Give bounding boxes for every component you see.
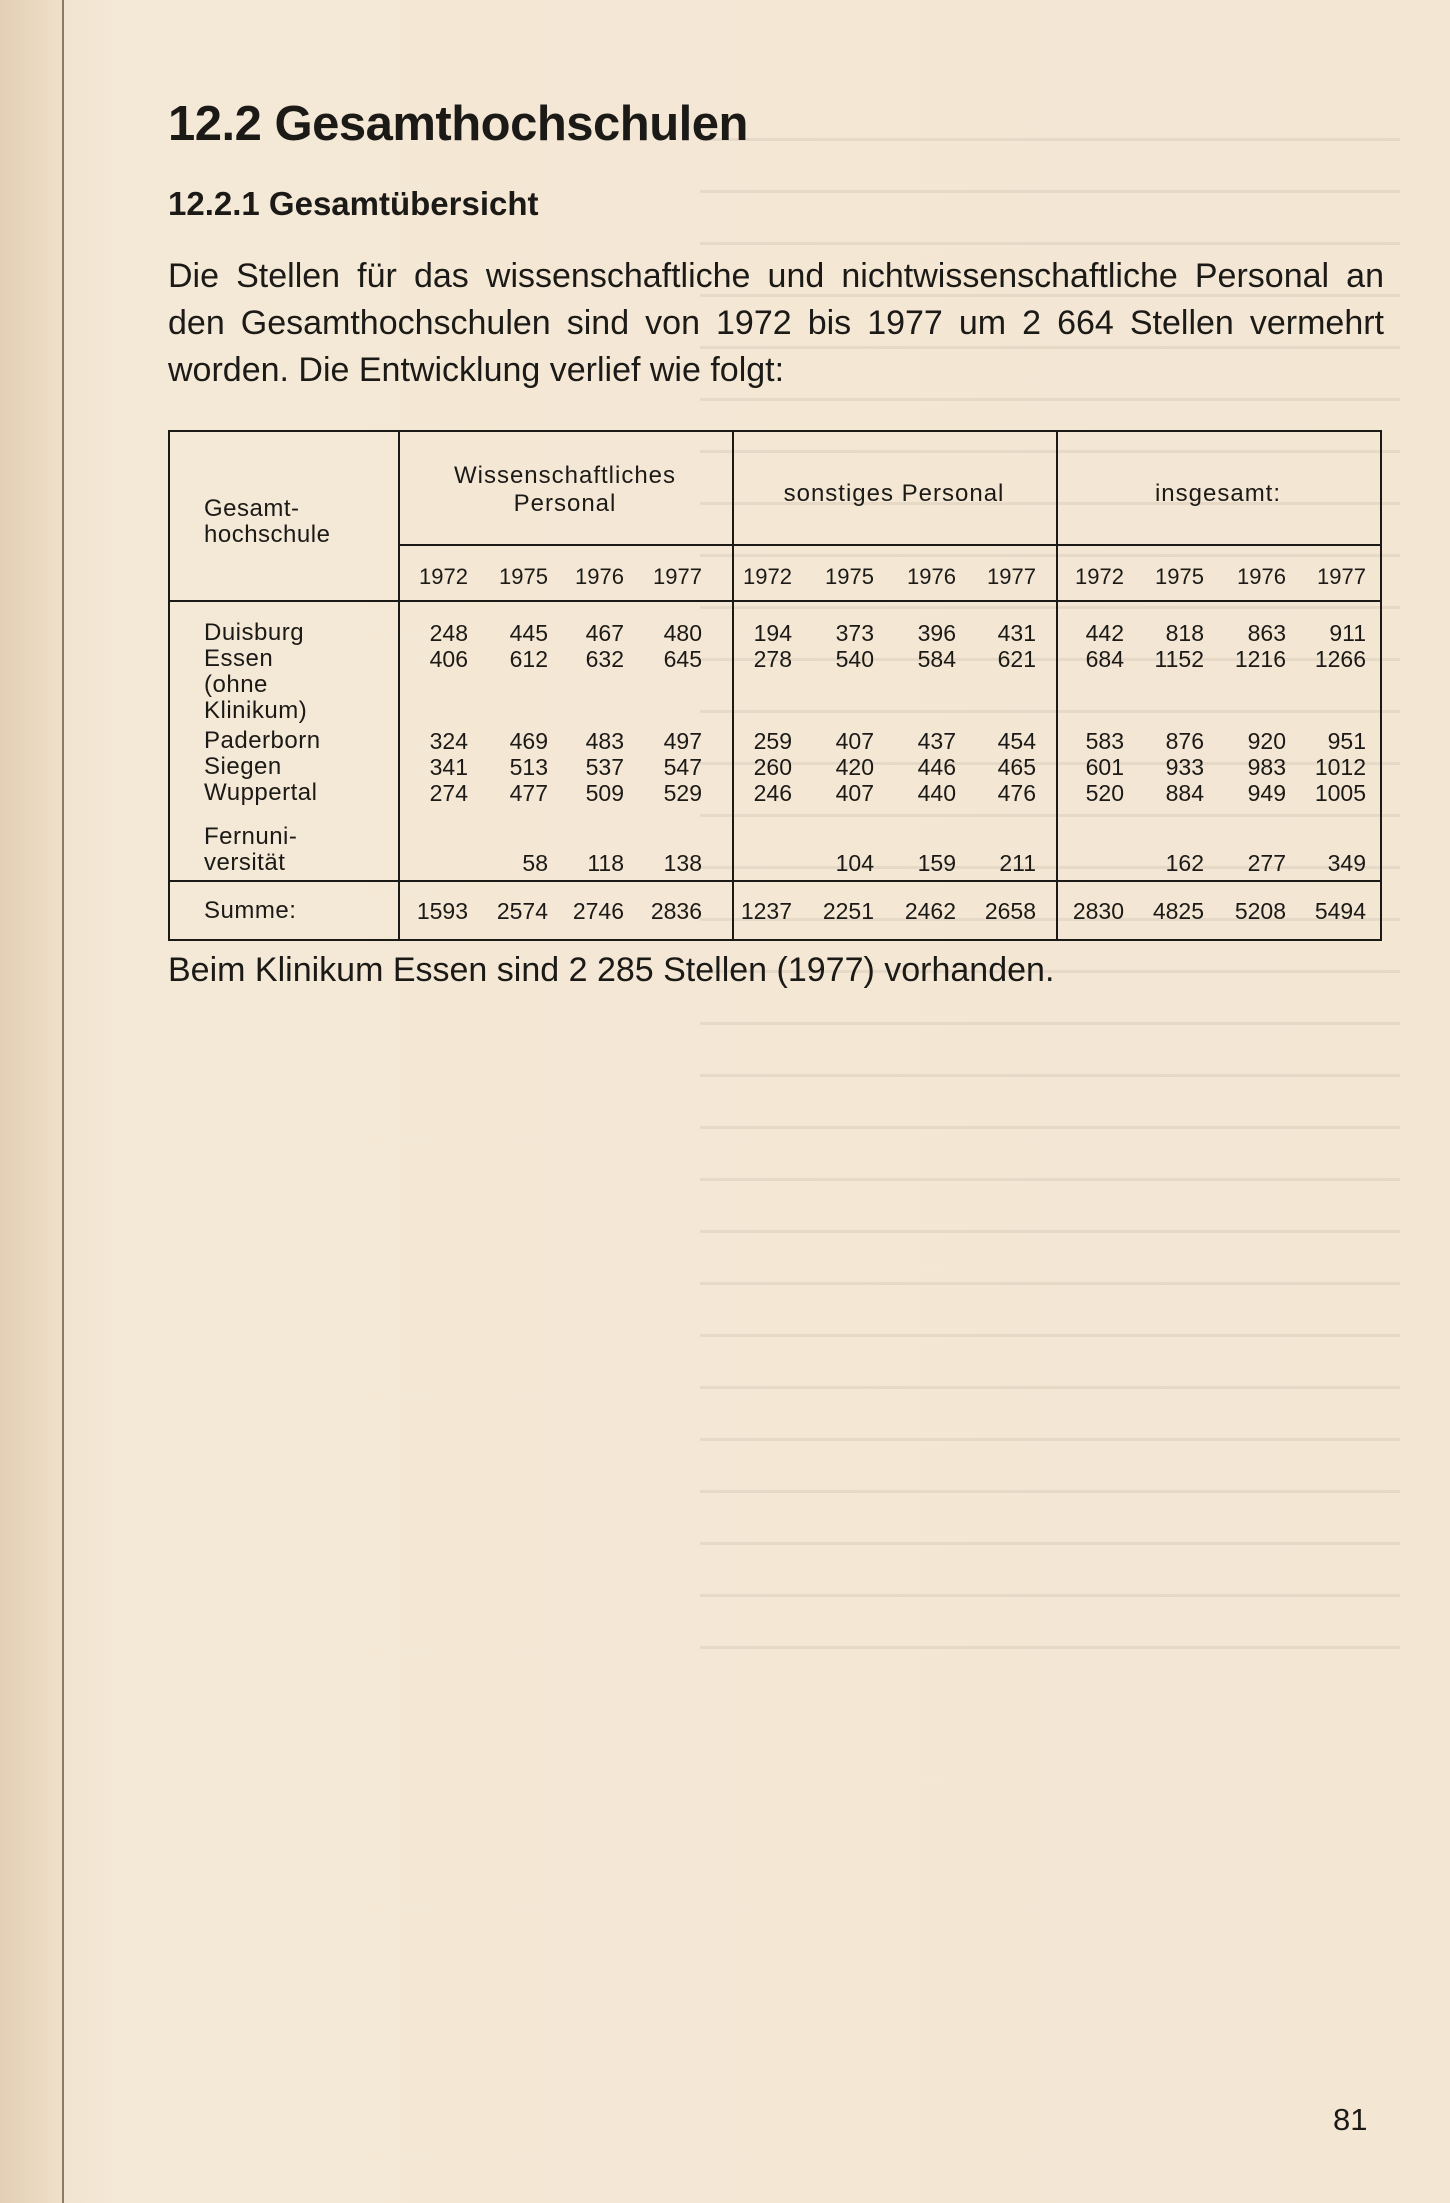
table-cell: 437 [917, 728, 956, 754]
table-cell: 324 [429, 728, 468, 754]
row-label: Paderborn [204, 727, 321, 754]
table-cell: 349 [1327, 850, 1366, 876]
table-cell: 274 [429, 780, 468, 806]
table-cell: 1266 [1314, 646, 1366, 672]
table-cell: 278 [753, 646, 792, 672]
table-cell: 1152 [1154, 646, 1204, 672]
table-cell: 497 [663, 728, 702, 754]
table-cell: 259 [753, 728, 792, 754]
year-header: 1975 [825, 564, 874, 589]
table-cell: 949 [1247, 780, 1286, 806]
table-cell: 621 [997, 646, 1036, 672]
sum-cell: 2836 [650, 898, 702, 924]
statistics-table [168, 430, 1382, 941]
table-cell: 601 [1085, 754, 1124, 780]
sum-cell: 5208 [1234, 898, 1286, 924]
table-cell: 483 [585, 728, 624, 754]
table-cell: 260 [753, 754, 792, 780]
year-header: 1976 [1237, 564, 1286, 589]
sum-cell: 2658 [984, 898, 1036, 924]
row-label: Fernuni- versität [204, 823, 298, 876]
table-cell: 469 [509, 728, 548, 754]
table-cell: 407 [835, 780, 874, 806]
row-label: Siegen [204, 753, 282, 780]
year-header: 1972 [419, 564, 468, 589]
row-label: Wuppertal [204, 779, 318, 806]
table-cell: 454 [997, 728, 1036, 754]
year-header: 1977 [1317, 564, 1366, 589]
table-cell: 445 [509, 620, 548, 646]
table-cell: 584 [917, 646, 956, 672]
table-cell: 248 [429, 620, 468, 646]
row-label: Essen (ohne Klinikum) [204, 645, 308, 724]
table-cell: 520 [1085, 780, 1124, 806]
page-binding [0, 0, 64, 2203]
table-cell: 194 [753, 620, 792, 646]
table-cell: 406 [429, 646, 468, 672]
footnote-text: Beim Klinikum Essen sind 2 285 Stellen (1977) vorhanden. [168, 951, 1055, 989]
table-cell: 420 [835, 754, 874, 780]
table-divider [170, 880, 1380, 882]
sum-cell: 2462 [904, 898, 956, 924]
table-cell: 446 [917, 754, 956, 780]
table-cell: 211 [999, 850, 1036, 876]
year-header: 1977 [653, 564, 702, 589]
table-cell: 442 [1085, 620, 1124, 646]
table-cell: 612 [509, 646, 548, 672]
sum-cell: 2830 [1072, 898, 1124, 924]
table-cell: 684 [1085, 646, 1124, 672]
year-header: 1976 [575, 564, 624, 589]
table-cell: 407 [835, 728, 874, 754]
table-cell: 876 [1165, 728, 1204, 754]
table-cell: 645 [663, 646, 702, 672]
table-cell: 373 [835, 620, 874, 646]
sum-cell: 1593 [416, 898, 468, 924]
year-header: 1977 [987, 564, 1036, 589]
sum-cell: 2746 [572, 898, 624, 924]
sum-cell: 1237 [740, 898, 792, 924]
sum-cell: 2251 [822, 898, 874, 924]
table-cell: 583 [1085, 728, 1124, 754]
row-label: Duisburg [204, 619, 305, 646]
table-cell: 465 [997, 754, 1036, 780]
table-cell: 509 [585, 780, 624, 806]
header-institution: Gesamt- hochschule [204, 495, 331, 548]
table-cell: 396 [917, 620, 956, 646]
table-cell: 529 [663, 780, 702, 806]
table-cell: 159 [917, 850, 956, 876]
table-cell: 863 [1247, 620, 1286, 646]
header-group-total: insgesamt: [1154, 480, 1282, 507]
sum-cell: 2574 [496, 898, 548, 924]
table-cell: 983 [1247, 754, 1286, 780]
header-group-scientific: Wissenschaftliches Personal [453, 462, 677, 517]
section-heading: 12.2 Gesamthochschulen [168, 97, 748, 151]
sum-cell: 5494 [1314, 898, 1366, 924]
year-header: 1975 [1155, 564, 1204, 589]
table-cell: 58 [522, 850, 548, 876]
table-cell: 138 [663, 850, 702, 876]
table-cell: 440 [917, 780, 956, 806]
table-divider [732, 432, 734, 939]
subsection-heading: 12.2.1 Gesamtübersicht [168, 185, 539, 222]
table-cell: 467 [585, 620, 624, 646]
table-cell: 246 [753, 780, 792, 806]
table-cell: 431 [997, 620, 1036, 646]
table-cell: 477 [509, 780, 548, 806]
table-cell: 476 [997, 780, 1036, 806]
table-cell: 537 [585, 754, 624, 780]
year-header: 1975 [499, 564, 548, 589]
table-cell: 920 [1247, 728, 1286, 754]
table-cell: 513 [509, 754, 548, 780]
table-divider [1056, 432, 1058, 939]
table-cell: 951 [1327, 728, 1366, 754]
table-cell: 911 [1329, 620, 1366, 646]
table-cell: 632 [585, 646, 624, 672]
sum-label: Summe: [204, 897, 297, 924]
table-cell: 162 [1165, 850, 1204, 876]
year-header: 1976 [907, 564, 956, 589]
table-divider [398, 544, 1380, 546]
table-cell: 480 [663, 620, 702, 646]
table-divider [170, 600, 1380, 602]
year-header: 1972 [743, 564, 792, 589]
year-header: 1972 [1075, 564, 1124, 589]
table-cell: 1005 [1314, 780, 1366, 806]
table-cell: 933 [1165, 754, 1204, 780]
table-cell: 341 [429, 754, 468, 780]
table-cell: 818 [1165, 620, 1204, 646]
table-cell: 547 [663, 754, 702, 780]
sum-cell: 4825 [1152, 898, 1204, 924]
intro-paragraph: Die Stellen für das wissenschaftliche und nichtwissenschaftliche Personal an den Gesamthochschulen sind von 1972 bis 1977 um 2 664 Stellen vermehrt worden. Die Entwicklung verlief wie folgt: [168, 257, 1384, 389]
header-group-other: sonstiges Personal [783, 480, 1005, 507]
table-cell: 1216 [1234, 646, 1286, 672]
table-cell: 118 [587, 850, 624, 876]
table-cell: 1012 [1314, 754, 1366, 780]
page-number: 81 [1333, 2102, 1368, 2137]
table-cell: 104 [835, 850, 874, 876]
table-cell: 884 [1165, 780, 1204, 806]
table-cell: 277 [1247, 850, 1286, 876]
table-cell: 540 [835, 646, 874, 672]
